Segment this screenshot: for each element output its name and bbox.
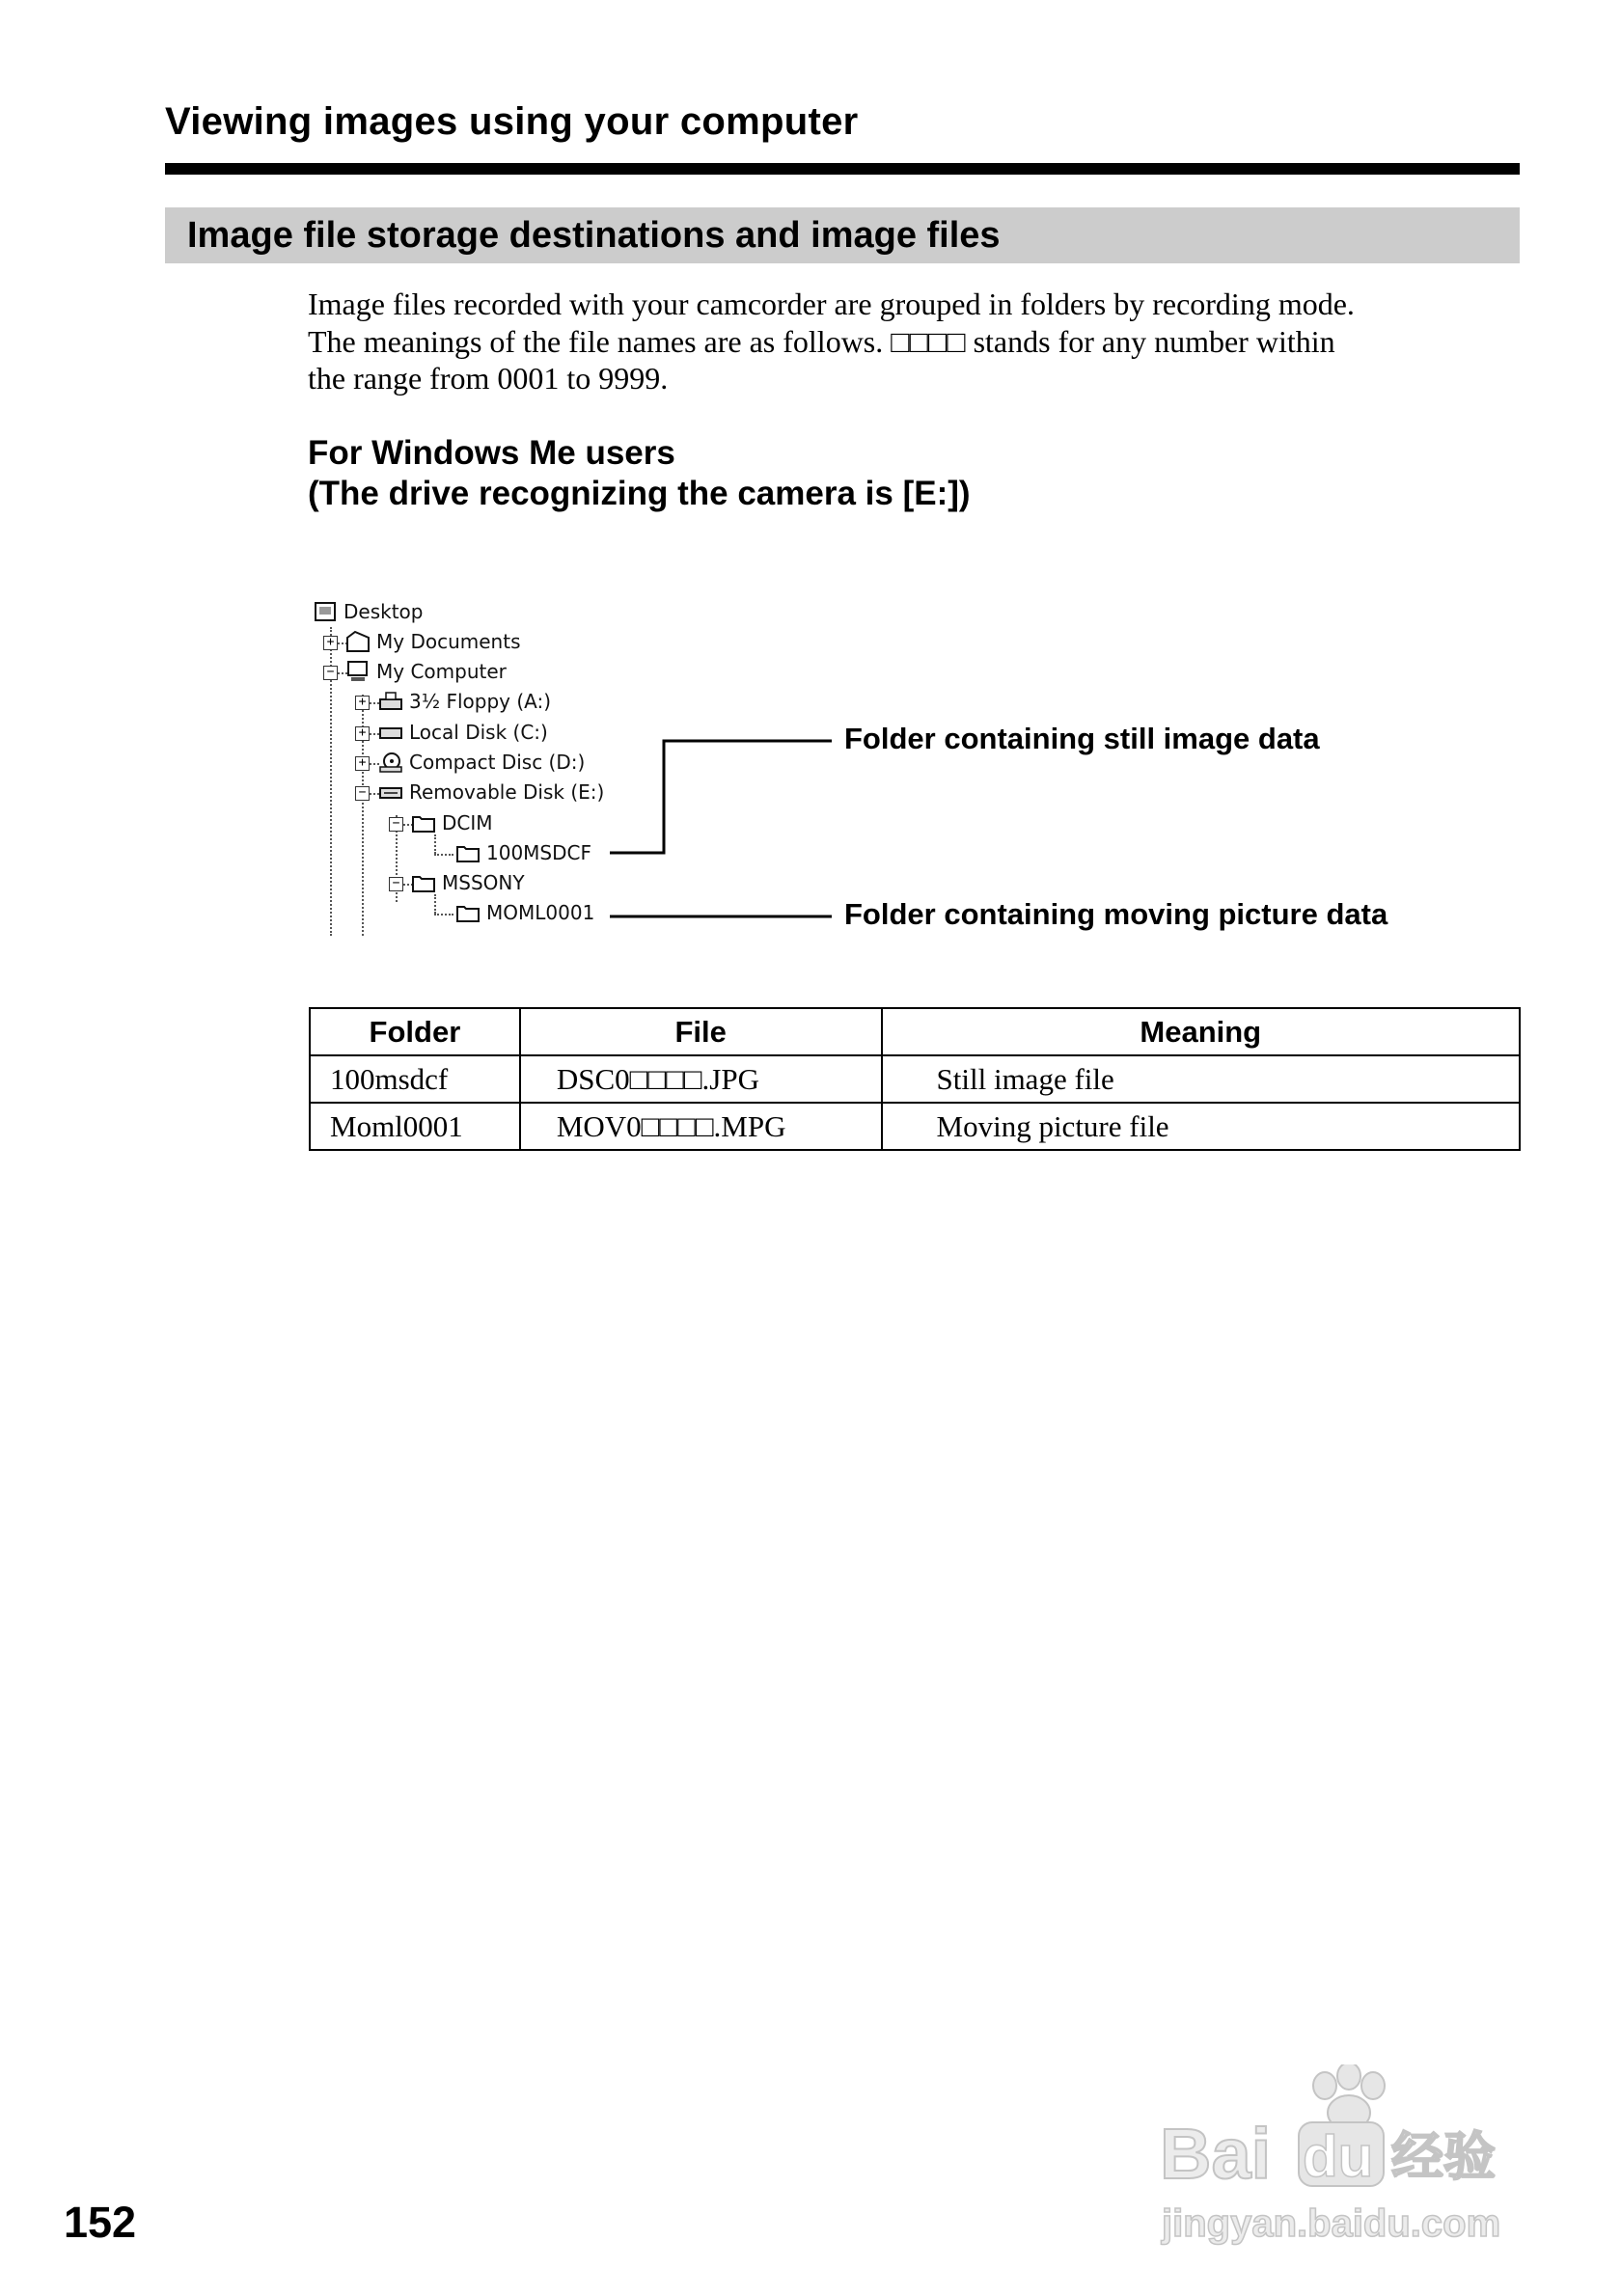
expand-icon[interactable]: + — [355, 696, 370, 710]
column-header-file: File — [520, 1008, 882, 1055]
table-cell: Moml0001 — [310, 1103, 520, 1150]
svg-text:jingyan.baidu.com: jingyan.baidu.com — [1162, 2202, 1501, 2245]
baidu-watermark-logo — [1156, 2064, 1542, 2257]
table-row — [310, 1055, 1520, 1103]
tree-item-label: Compact Disc (D:) — [409, 751, 586, 774]
callout-moving-picture: Folder containing moving picture data — [844, 897, 1388, 931]
tree-item-label: 3½ Floppy (A:) — [409, 690, 552, 713]
intro-line: Image files recorded with your camcorder are grouped in folders by recording mode. — [308, 287, 1355, 321]
subheading-windows-me: For Windows Me users — [308, 434, 675, 472]
file-table — [309, 1007, 1521, 1151]
table-header-row — [310, 1008, 1520, 1055]
callout-still-image: Folder containing still image data — [844, 722, 1320, 755]
tree-item-label: My Documents — [376, 630, 521, 653]
collapse-icon[interactable]: − — [389, 877, 403, 891]
table-cell: Moving picture file — [882, 1103, 1520, 1150]
intro-line: the range from 0001 to 9999. — [308, 361, 669, 396]
subheading-drive-note: (The drive recognizing the camera is [E:]) — [308, 475, 971, 512]
tree-item-label: Removable Disk (E:) — [409, 780, 605, 804]
svg-text:du: du — [1303, 2124, 1374, 2189]
page-number: 152 — [64, 2198, 137, 2247]
expand-icon[interactable]: + — [355, 726, 370, 741]
tree-item-label: Local Disk (C:) — [409, 721, 548, 744]
section-title: Viewing images using your computer — [165, 100, 859, 143]
collapse-icon[interactable]: − — [323, 666, 338, 680]
table-cell: DSC0□□□□.JPG — [520, 1055, 882, 1103]
tree-item-label: 100MSDCF — [486, 841, 591, 864]
intro-line: The meanings of the file names are as follows. □□□□ stands for any number within — [308, 323, 1335, 359]
page-heading: Image file storage destinations and image files — [187, 215, 1001, 256]
tree-item-label: DCIM — [442, 811, 493, 834]
column-header-meaning: Meaning — [882, 1008, 1520, 1055]
expand-icon[interactable]: + — [323, 636, 338, 650]
tree-item-label: MSSONY — [442, 871, 525, 894]
tree-item-label: My Computer — [376, 660, 507, 683]
table-cell: 100msdcf — [310, 1055, 520, 1103]
collapse-icon[interactable]: − — [355, 786, 370, 801]
tree-item-label: MOML0001 — [486, 901, 595, 924]
table-cell: Still image file — [882, 1055, 1520, 1103]
table-cell: MOV0□□□□.MPG — [520, 1103, 882, 1150]
tree-item-label: Desktop — [343, 600, 424, 623]
svg-text:Bai: Bai — [1160, 2114, 1272, 2194]
collapse-icon[interactable]: − — [389, 817, 403, 832]
expand-icon[interactable]: + — [355, 756, 370, 771]
table-row — [310, 1103, 1520, 1150]
column-header-folder: Folder — [310, 1008, 520, 1055]
svg-text:经验: 经验 — [1391, 2126, 1496, 2187]
